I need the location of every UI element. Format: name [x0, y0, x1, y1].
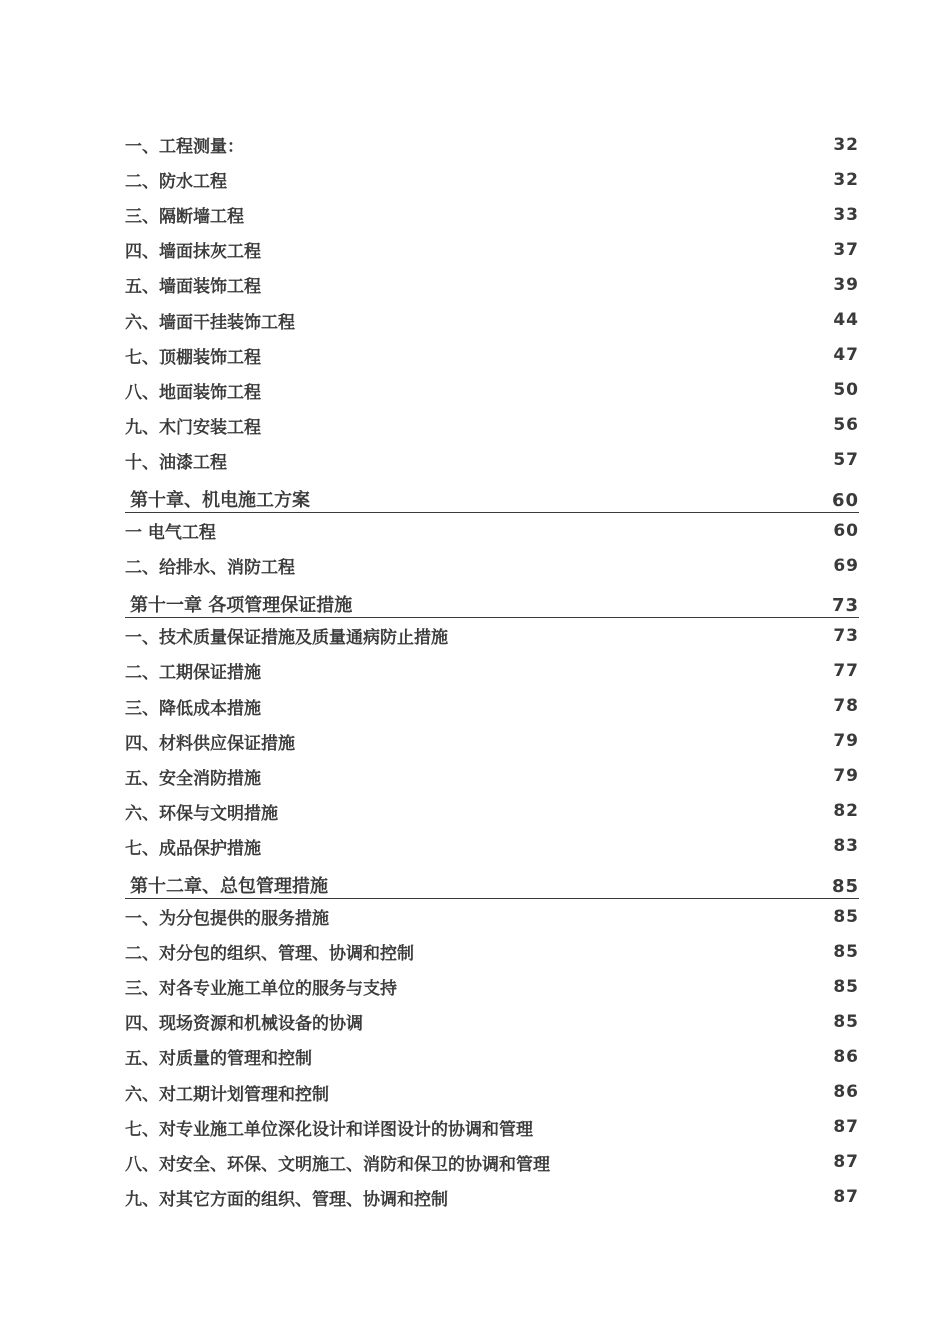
toc-entry[interactable] [125, 689, 859, 724]
toc-entry[interactable] [125, 899, 859, 934]
toc-entry[interactable] [125, 267, 859, 302]
toc-entry-title: 八、对安全、环保、文明施工、消防和保卫的协调和管理 [125, 1154, 550, 1175]
toc-entry-page: 86 [833, 1046, 859, 1067]
toc-entry-page: 85 [833, 976, 859, 997]
toc-entry[interactable] [125, 1075, 859, 1110]
toc-entry-page: 77 [833, 660, 859, 681]
toc-entry-page: 87 [833, 1152, 859, 1173]
toc-entry-page: 32 [833, 134, 859, 155]
toc-entry-page: 79 [833, 766, 859, 787]
toc-entry-title: 四、材料供应保证措施 [125, 733, 295, 754]
toc-entry[interactable] [125, 1039, 859, 1074]
toc-entry-title: 五、安全消防措施 [125, 768, 261, 789]
toc-entry-page: 60 [831, 490, 859, 512]
toc-entry[interactable] [125, 232, 859, 267]
toc-entry[interactable] [125, 934, 859, 969]
toc-entry-page: 56 [833, 415, 859, 436]
toc-entry-title: 一 电气工程 [125, 523, 216, 544]
toc-entry[interactable] [125, 618, 859, 653]
toc-entry[interactable] [125, 127, 859, 162]
toc-entry-page: 50 [833, 380, 859, 401]
toc-entry-title: 七、对专业施工单位深化设计和详图设计的协调和管理 [125, 1119, 533, 1140]
toc-entry-page: 79 [833, 731, 859, 752]
toc-entry-title: 五、对质量的管理和控制 [125, 1049, 312, 1070]
toc-entry-title: 七、顶棚装饰工程 [125, 347, 261, 368]
toc-entry-page: 85 [833, 906, 859, 927]
toc-entry[interactable] [125, 373, 859, 408]
toc-entry-page: 32 [833, 169, 859, 190]
toc-entry[interactable] [125, 513, 859, 548]
toc-entry[interactable] [125, 302, 859, 337]
toc-entry-page: 60 [833, 520, 859, 541]
toc-entry-title: 六、对工期计划管理和控制 [125, 1084, 329, 1105]
toc-entry-title: 九、对其它方面的组织、管理、协调和控制 [125, 1189, 448, 1210]
toc-entry-title: 三、隔断墙工程 [125, 207, 244, 228]
toc-entry[interactable] [125, 724, 859, 759]
toc-entry-title: 第十章、机电施工方案 [130, 490, 310, 512]
toc-entry-page: 73 [831, 595, 859, 617]
toc-entry-title: 六、环保与文明措施 [125, 803, 278, 824]
toc-entry[interactable] [125, 653, 859, 688]
toc-entry-title: 六、墙面干挂装饰工程 [125, 312, 295, 333]
toc-entry-title: 二、对分包的组织、管理、协调和控制 [125, 944, 414, 965]
toc-entry-page: 87 [833, 1187, 859, 1208]
toc-entry-title: 二、工期保证措施 [125, 663, 261, 684]
toc-entry-page: 37 [833, 239, 859, 260]
toc-entry[interactable] [125, 1110, 859, 1145]
toc-entry-page: 78 [833, 696, 859, 717]
toc-entry-page: 57 [833, 450, 859, 471]
toc-entry[interactable] [125, 969, 859, 1004]
toc-entry[interactable] [125, 548, 859, 583]
toc-entry-page: 47 [833, 345, 859, 366]
toc-entry-page: 87 [833, 1117, 859, 1138]
toc-entry[interactable] [125, 759, 859, 794]
toc-entry-page: 83 [833, 836, 859, 857]
toc-entry-title: 三、对各专业施工单位的服务与支持 [125, 979, 397, 1000]
toc-entry-page: 85 [831, 876, 859, 898]
toc-entry-title: 第十一章 各项管理保证措施 [130, 595, 353, 617]
toc-entry-page: 33 [833, 204, 859, 225]
toc-chapter-entry[interactable] [125, 864, 859, 899]
toc-chapter-entry[interactable] [125, 478, 859, 513]
toc-entry-title: 四、现场资源和机械设备的协调 [125, 1014, 363, 1035]
toc-entry-title: 第十二章、总包管理措施 [130, 876, 328, 898]
toc-entry[interactable] [125, 1004, 859, 1039]
toc-entry[interactable] [125, 408, 859, 443]
table-of-contents [125, 127, 859, 1215]
toc-entry[interactable] [125, 1180, 859, 1215]
toc-entry-title: 二、给排水、消防工程 [125, 558, 295, 579]
toc-entry-title: 七、成品保护措施 [125, 838, 261, 859]
toc-entry-title: 三、降低成本措施 [125, 698, 261, 719]
toc-entry-page: 73 [833, 625, 859, 646]
toc-entry[interactable] [125, 338, 859, 373]
toc-entry[interactable] [125, 829, 859, 864]
toc-entry[interactable] [125, 443, 859, 478]
toc-entry-title: 四、墙面抹灰工程 [125, 242, 261, 263]
toc-entry[interactable] [125, 162, 859, 197]
toc-entry-page: 39 [833, 274, 859, 295]
toc-chapter-entry[interactable] [125, 583, 859, 618]
toc-entry[interactable] [125, 1145, 859, 1180]
toc-entry-page: 85 [833, 1011, 859, 1032]
toc-entry-title: 一、为分包提供的服务措施 [125, 909, 329, 930]
toc-entry-title: 五、墙面装饰工程 [125, 277, 261, 298]
toc-entry-title: 十、油漆工程 [125, 452, 227, 473]
toc-entry-page: 85 [833, 941, 859, 962]
toc-entry-title: 一、技术质量保证措施及质量通病防止措施 [125, 628, 448, 649]
toc-entry-title: 九、木门安装工程 [125, 417, 261, 438]
toc-entry[interactable] [125, 197, 859, 232]
toc-entry-page: 82 [833, 801, 859, 822]
toc-entry-title: 八、地面装饰工程 [125, 382, 261, 403]
toc-entry-page: 69 [833, 555, 859, 576]
toc-entry-page: 86 [833, 1082, 859, 1103]
toc-entry-title: 二、防水工程 [125, 172, 227, 193]
toc-entry-page: 44 [833, 310, 859, 331]
toc-entry-title: 一、工程测量： [125, 137, 244, 158]
toc-entry[interactable] [125, 794, 859, 829]
